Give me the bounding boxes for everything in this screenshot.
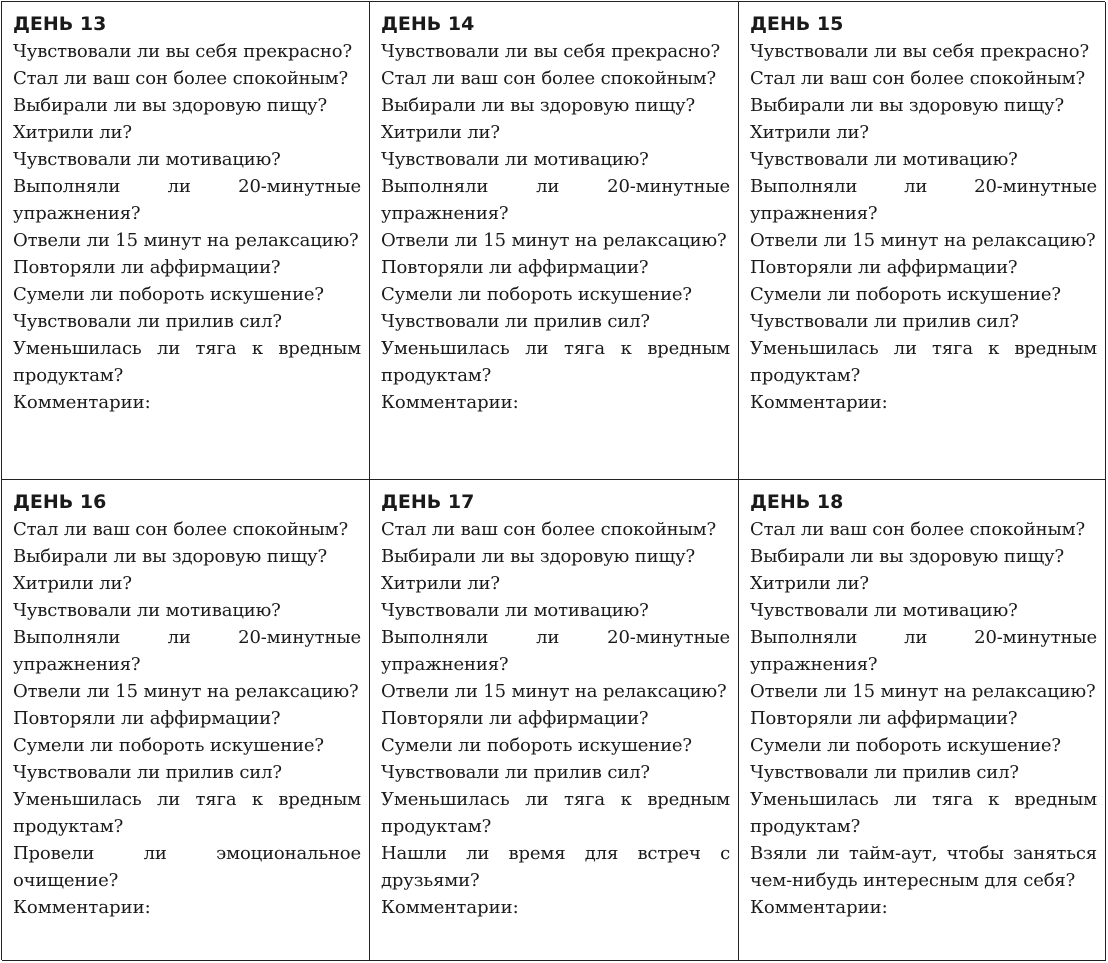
question-item: Повторяли ли аффирмации? xyxy=(13,708,281,729)
question-item: Повторяли ли аффирмации? xyxy=(750,257,1018,278)
question-item: Стал ли ваш сон более спокойным? xyxy=(750,68,1086,89)
question-item: Хитрили ли? xyxy=(750,122,869,143)
question-item: Чувствовали ли прилив сил? xyxy=(750,762,1019,783)
day-title: ДЕНЬ 13 xyxy=(13,13,107,35)
day-title: ДЕНЬ 17 xyxy=(381,491,475,513)
question-item: Чувствовали ли прилив сил? xyxy=(750,311,1019,332)
question-item: Хитрили ли? xyxy=(13,573,132,594)
question-item: Чувствовали ли прилив сил? xyxy=(381,311,650,332)
question-item: Уменьшилась ли тяга к вредным продуктам? xyxy=(750,789,1097,837)
day-title: ДЕНЬ 18 xyxy=(750,491,844,513)
comments-label: Комментарии: xyxy=(750,392,888,413)
comments-label: Комментарии: xyxy=(381,392,519,413)
question-list xyxy=(381,38,730,389)
question-item: Уменьшилась ли тяга к вредным продуктам? xyxy=(13,338,361,386)
question-item: Чувствовали ли вы себя прекрасно? xyxy=(750,41,1089,62)
day-cell-14 xyxy=(370,2,739,480)
question-item: Чувствовали ли вы себя прекрасно? xyxy=(13,41,352,62)
day-cell-15 xyxy=(739,2,1106,480)
comments-label: Комментарии: xyxy=(13,897,151,918)
day-cell-16 xyxy=(2,480,370,961)
comments-label: Комментарии: xyxy=(750,897,888,918)
question-item: Сумели ли побороть искушение? xyxy=(750,735,1061,756)
question-item: Чувствовали ли мотивацию? xyxy=(381,600,649,621)
question-item: Выполняли ли 20-минутные упражнения? xyxy=(750,627,1097,675)
question-item: Выбирали ли вы здоровую пищу? xyxy=(381,95,695,116)
question-item: Взяли ли тайм-аут, чтобы заняться чем-нибудь интересным для себя? xyxy=(750,843,1097,891)
question-list xyxy=(381,516,730,894)
question-item: Стал ли ваш сон более спокойным? xyxy=(381,68,717,89)
question-item: Выбирали ли вы здоровую пищу? xyxy=(13,95,327,116)
question-item: Сумели ли побороть искушение? xyxy=(13,735,324,756)
question-item: Хитрили ли? xyxy=(381,122,500,143)
question-item: Выполняли ли 20-минутные упражнения? xyxy=(13,627,361,675)
question-item: Чувствовали ли мотивацию? xyxy=(381,149,649,170)
question-item: Выполняли ли 20-минутные упражнения? xyxy=(750,176,1097,224)
question-item: Хитрили ли? xyxy=(13,122,132,143)
question-item: Отвели ли 15 минут на релаксацию? xyxy=(750,230,1096,251)
question-item: Повторяли ли аффирмации? xyxy=(750,708,1018,729)
question-item: Чувствовали ли мотивацию? xyxy=(750,600,1018,621)
question-item: Чувствовали ли вы себя прекрасно? xyxy=(381,41,720,62)
question-item: Чувствовали ли прилив сил? xyxy=(381,762,650,783)
day-checklist-table xyxy=(1,1,1105,960)
question-item: Уменьшилась ли тяга к вредным продуктам? xyxy=(13,789,361,837)
question-item: Уменьшилась ли тяга к вредным продуктам? xyxy=(381,338,730,386)
question-item: Стал ли ваш сон более спокойным? xyxy=(750,519,1086,540)
question-item: Нашли ли время для встреч с друзьями? xyxy=(381,843,730,891)
question-item: Отвели ли 15 минут на релаксацию? xyxy=(13,681,359,702)
question-list xyxy=(750,38,1097,389)
question-item: Отвели ли 15 минут на релаксацию? xyxy=(381,681,727,702)
comments-label: Комментарии: xyxy=(381,897,519,918)
question-item: Сумели ли побороть искушение? xyxy=(13,284,324,305)
question-item: Чувствовали ли прилив сил? xyxy=(13,762,282,783)
question-item: Отвели ли 15 минут на релаксацию? xyxy=(13,230,359,251)
question-item: Чувствовали ли мотивацию? xyxy=(750,149,1018,170)
question-item: Выбирали ли вы здоровую пищу? xyxy=(13,546,327,567)
question-item: Сумели ли побороть искушение? xyxy=(750,284,1061,305)
question-item: Выполняли ли 20-минутные упражнения? xyxy=(13,176,361,224)
question-item: Чувствовали ли мотивацию? xyxy=(13,149,281,170)
question-item: Уменьшилась ли тяга к вредным продуктам? xyxy=(750,338,1097,386)
question-item: Выбирали ли вы здоровую пищу? xyxy=(750,95,1064,116)
comments-label: Комментарии: xyxy=(13,392,151,413)
question-item: Отвели ли 15 минут на релаксацию? xyxy=(750,681,1096,702)
day-title: ДЕНЬ 15 xyxy=(750,13,844,35)
question-item: Отвели ли 15 минут на релаксацию? xyxy=(381,230,727,251)
question-item: Хитрили ли? xyxy=(381,573,500,594)
question-item: Сумели ли побороть искушение? xyxy=(381,284,692,305)
question-item: Повторяли ли аффирмации? xyxy=(381,708,649,729)
question-item: Чувствовали ли прилив сил? xyxy=(13,311,282,332)
question-item: Выполняли ли 20-минутные упражнения? xyxy=(381,627,730,675)
question-item: Выбирали ли вы здоровую пищу? xyxy=(381,546,695,567)
question-item: Выполняли ли 20-минутные упражнения? xyxy=(381,176,730,224)
question-item: Хитрили ли? xyxy=(750,573,869,594)
question-item: Стал ли ваш сон более спокойным? xyxy=(13,519,349,540)
day-cell-18 xyxy=(739,480,1106,961)
question-item: Чувствовали ли мотивацию? xyxy=(13,600,281,621)
question-item: Выбирали ли вы здоровую пищу? xyxy=(750,546,1064,567)
question-item: Стал ли ваш сон более спокойным? xyxy=(381,519,717,540)
question-list xyxy=(750,516,1097,894)
day-cell-17 xyxy=(370,480,739,961)
question-item: Повторяли ли аффирмации? xyxy=(13,257,281,278)
day-title: ДЕНЬ 16 xyxy=(13,491,107,513)
question-item: Стал ли ваш сон более спокойным? xyxy=(13,68,349,89)
question-item: Провели ли эмоциональное очищение? xyxy=(13,843,361,891)
question-item: Повторяли ли аффирмации? xyxy=(381,257,649,278)
day-cell-13 xyxy=(2,2,370,480)
question-list xyxy=(13,38,361,389)
day-title: ДЕНЬ 14 xyxy=(381,13,475,35)
question-item: Уменьшилась ли тяга к вредным продуктам? xyxy=(381,789,730,837)
question-item: Сумели ли побороть искушение? xyxy=(381,735,692,756)
question-list xyxy=(13,516,361,894)
